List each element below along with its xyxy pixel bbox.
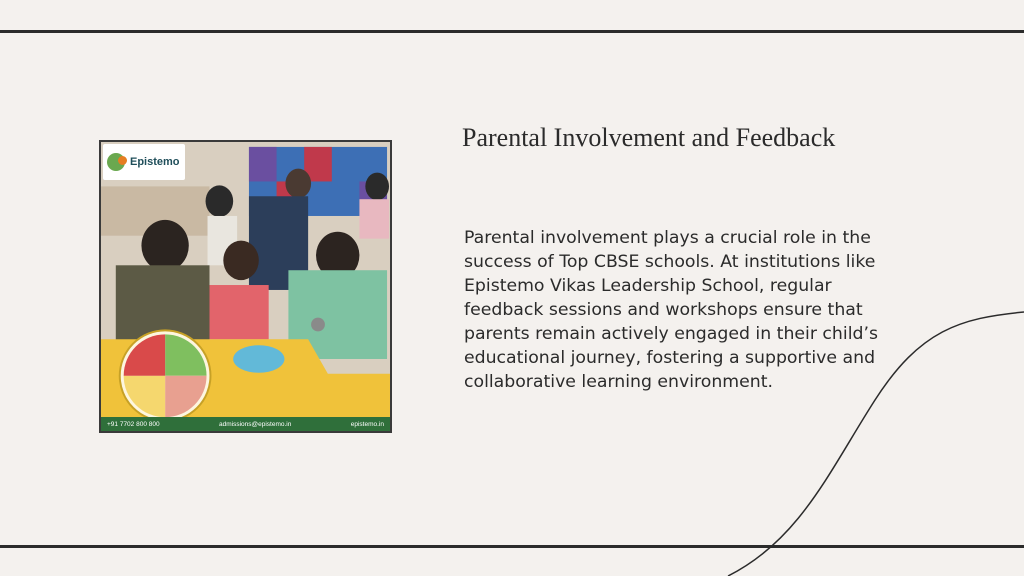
phone-number: +91 7702 800 800: [107, 420, 160, 428]
top-divider: [0, 30, 1024, 33]
email-address: admissions@epistemo.in: [218, 420, 292, 428]
classroom-photo: [99, 140, 392, 433]
website: epistemo.in: [350, 420, 384, 428]
slide-body: Parental involvement plays a crucial role in the success of Top CBSE schools. At institutions like Epistemo Vikas Leadership School, regular feedback sessions and workshops ensure that parents remain actively engaged in their child’s educational journey, fostering a supportive and collaborative learning environment.: [464, 228, 878, 392]
slide-title: Parental Involvement and Feedback: [462, 123, 836, 152]
photo-illustration: [101, 142, 390, 431]
epistemo-logo: [103, 144, 185, 180]
photo-footer-bar: [101, 417, 390, 431]
bottom-divider: [0, 545, 1024, 548]
logo-text: Epistemo: [130, 156, 180, 168]
logo-icon: [107, 153, 125, 171]
